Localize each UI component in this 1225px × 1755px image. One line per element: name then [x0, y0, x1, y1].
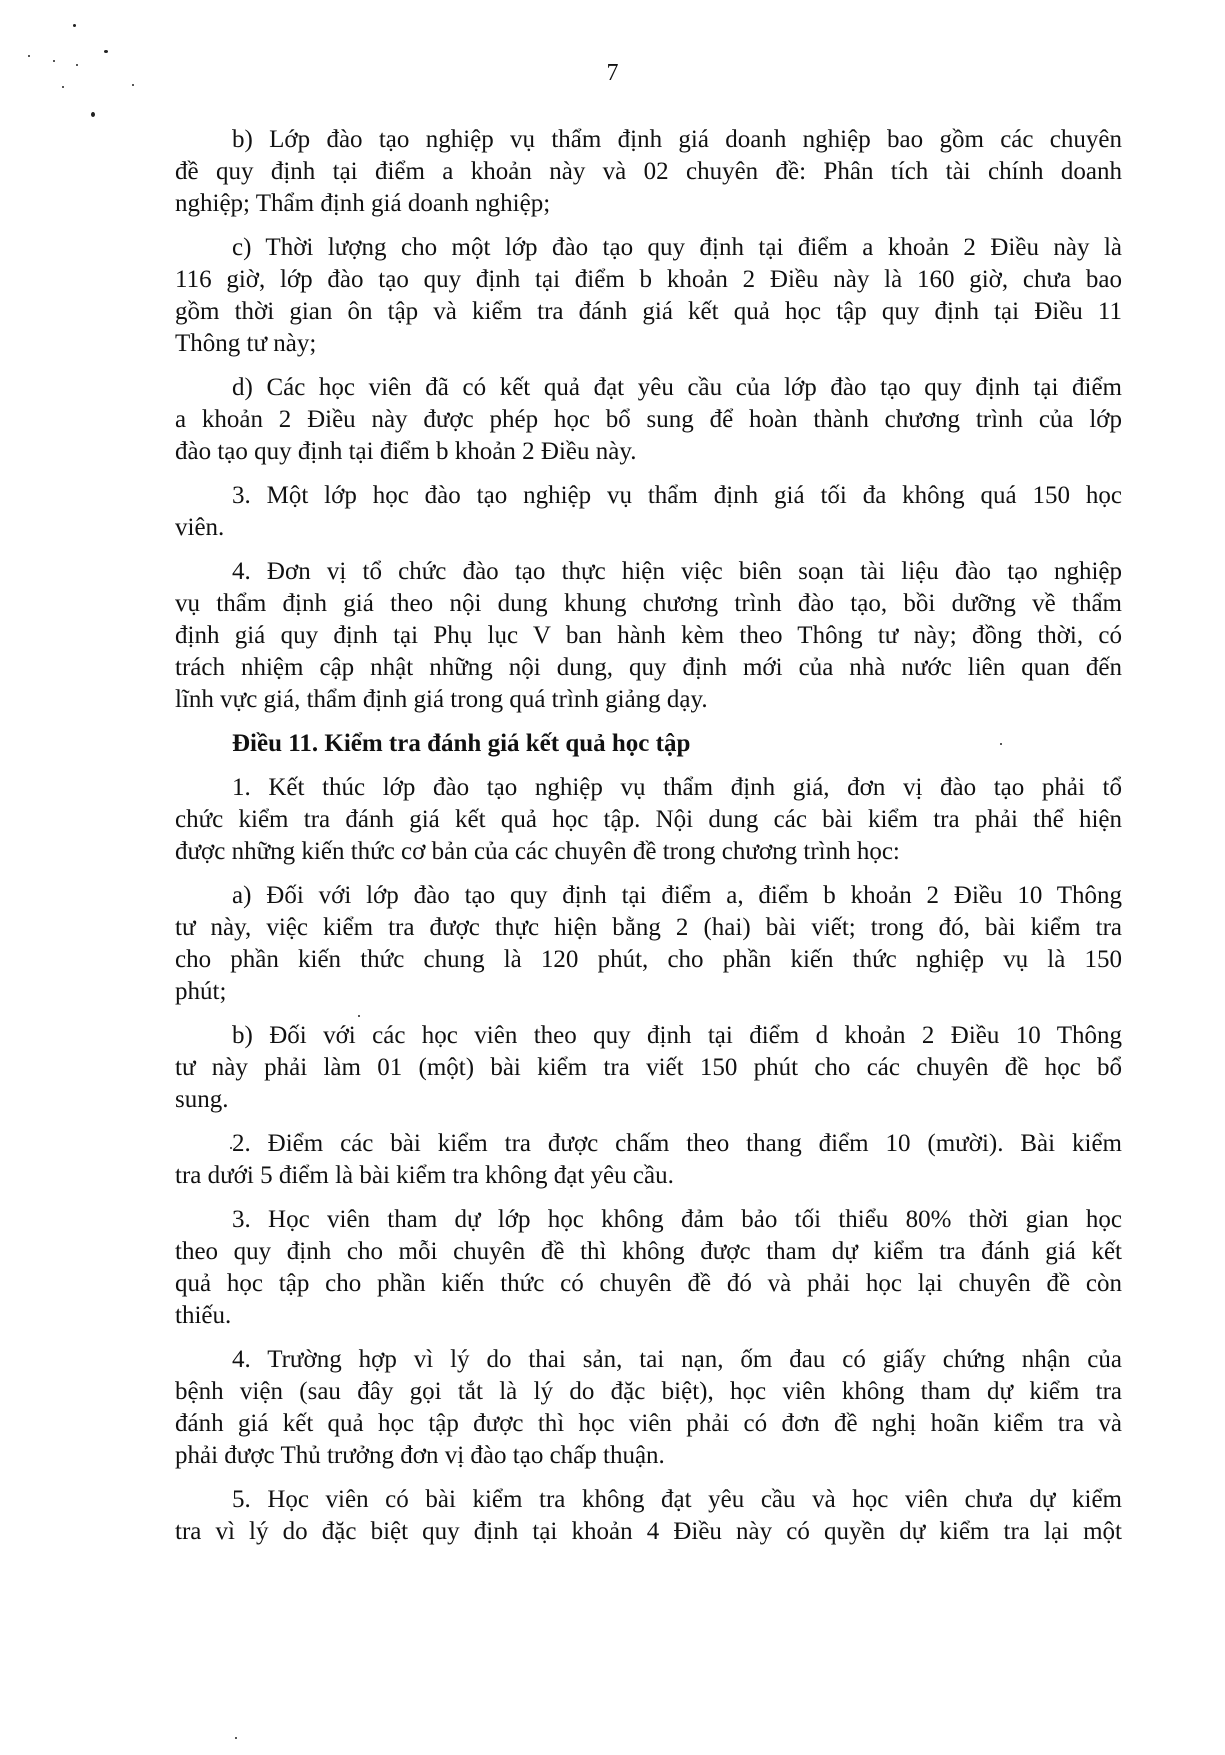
- scan-speck: [358, 1015, 360, 1017]
- paragraph-line: 2. Điểm các bài kiểm tra được chấm theo thang điểm 10 (mười). Bài kiểm: [232, 1130, 1122, 1157]
- paragraph-line: 4. Trường hợp vì lý do thai sản, tai nạn, ốm đau có giấy chứng nhận của: [232, 1346, 1122, 1373]
- paragraph-line: a) Đối với lớp đào tạo quy định tại điểm a, điểm b khoản 2 Điều 10 Thông: [232, 882, 1122, 909]
- paragraph-line: gồm thời gian ôn tập và kiểm tra đánh giá kết quả học tập quy định tại Điều 11: [175, 298, 1122, 325]
- paragraph-line: đề quy định tại điểm a khoản này và 02 chuyên đề: Phân tích tài chính doanh: [175, 158, 1122, 185]
- paragraph-line: theo quy định cho mỗi chuyên đề thì không được tham dự kiểm tra đánh giá kết: [175, 1238, 1122, 1265]
- paragraph-line: d) Các học viên đã có kết quả đạt yêu cầu của lớp đào tạo quy định tại điểm: [232, 374, 1122, 401]
- paragraph-line: 1. Kết thúc lớp đào tạo nghiệp vụ thẩm định giá, đơn vị đào tạo phải tổ: [232, 774, 1122, 801]
- paragraph-line: tư này, việc kiểm tra được thực hiện bằng 2 (hai) bài viết; trong đó, bài kiểm tra: [175, 914, 1122, 941]
- paragraph-line: c) Thời lượng cho một lớp đào tạo quy định tại điểm a khoản 2 Điều này là: [232, 234, 1122, 261]
- paragraph-line: bệnh viện (sau đây gọi tắt là lý do đặc biệt), học viên không tham dự kiểm tra: [175, 1378, 1122, 1405]
- paragraph-line: a khoản 2 Điều này được phép học bổ sung để hoàn thành chương trình của lớp: [175, 406, 1122, 433]
- paragraph-line: cho phần kiến thức chung là 120 phút, cho phần kiến thức nghiệp vụ là 150: [175, 946, 1122, 973]
- article-heading: Điều 11. Kiểm tra đánh giá kết quả học tập: [232, 730, 691, 757]
- scan-speck: [104, 50, 108, 53]
- paragraph-line: lĩnh vực giá, thẩm định giá trong quá trình giảng dạy.: [175, 686, 708, 713]
- paragraph-line: 3. Học viên tham dự lớp học không đảm bảo tối thiểu 80% thời gian học: [232, 1206, 1122, 1233]
- scan-speck: [91, 112, 95, 117]
- paragraph-line: b) Lớp đào tạo nghiệp vụ thẩm định giá doanh nghiệp bao gồm các chuyên: [232, 126, 1122, 153]
- paragraph-line: định giá quy định tại Phụ lục V ban hành kèm theo Thông tư này; đồng thời, có: [175, 622, 1122, 649]
- paragraph-line: tra dưới 5 điểm là bài kiểm tra không đạt yêu cầu.: [175, 1162, 674, 1189]
- scan-speck: [73, 24, 76, 27]
- paragraph-line: trách nhiệm cập nhật những nội dung, quy định mới của nhà nước liên quan đến: [175, 654, 1122, 681]
- paragraph-line: thiếu.: [175, 1302, 232, 1329]
- paragraph-line: b) Đối với các học viên theo quy định tại điểm d khoản 2 Điều 10 Thông: [232, 1022, 1122, 1049]
- paragraph-line: vụ thẩm định giá theo nội dung khung chương trình đào tạo, bồi dưỡng về thẩm: [175, 590, 1122, 617]
- paragraph-line: nghiệp; Thẩm định giá doanh nghiệp;: [175, 190, 551, 217]
- paragraph-line: quả học tập cho phần kiến thức có chuyên đề đó và phải học lại chuyên đề còn: [175, 1270, 1122, 1297]
- paragraph-line: 3. Một lớp học đào tạo nghiệp vụ thẩm định giá tối đa không quá 150 học: [232, 482, 1122, 509]
- paragraph-line: đào tạo quy định tại điểm b khoản 2 Điều này.: [175, 438, 637, 465]
- page-number: 7: [606, 60, 619, 86]
- paragraph-line: chức kiểm tra đánh giá kết quả học tập. Nội dung các bài kiểm tra phải thể hiện: [175, 806, 1122, 833]
- paragraph-line: tư này phải làm 01 (một) bài kiểm tra viết 150 phút cho các chuyên đề học bổ: [175, 1054, 1122, 1081]
- paragraph-line: Thông tư này;: [175, 330, 317, 357]
- paragraph-line: tra vì lý do đặc biệt quy định tại khoản 4 Điều này có quyền dự kiểm tra lại một: [175, 1518, 1122, 1545]
- scan-speck: [28, 55, 30, 57]
- scan-speck: [235, 1737, 237, 1739]
- paragraph-line: phải được Thủ trưởng đơn vị đào tạo chấp thuận.: [175, 1442, 665, 1469]
- paragraph-line: 5. Học viên có bài kiểm tra không đạt yêu cầu và học viên chưa dự kiểm: [232, 1486, 1122, 1513]
- paragraph-line: viên.: [175, 514, 225, 541]
- paragraph-line: 116 giờ, lớp đào tạo quy định tại điểm b khoản 2 Điều này là 160 giờ, chưa bao: [175, 266, 1122, 293]
- paragraph-line: 4. Đơn vị tổ chức đào tạo thực hiện việc biên soạn tài liệu đào tạo nghiệp: [232, 558, 1122, 585]
- paragraph-line: đánh giá kết quả học tập được thì học viên phải có đơn đề nghị hoãn kiểm tra và: [175, 1410, 1122, 1437]
- paragraph-line: được những kiến thức cơ bản của các chuyên đề trong chương trình học:: [175, 838, 900, 865]
- paragraph-line: phút;: [175, 978, 227, 1005]
- paragraph-line: sung.: [175, 1086, 229, 1113]
